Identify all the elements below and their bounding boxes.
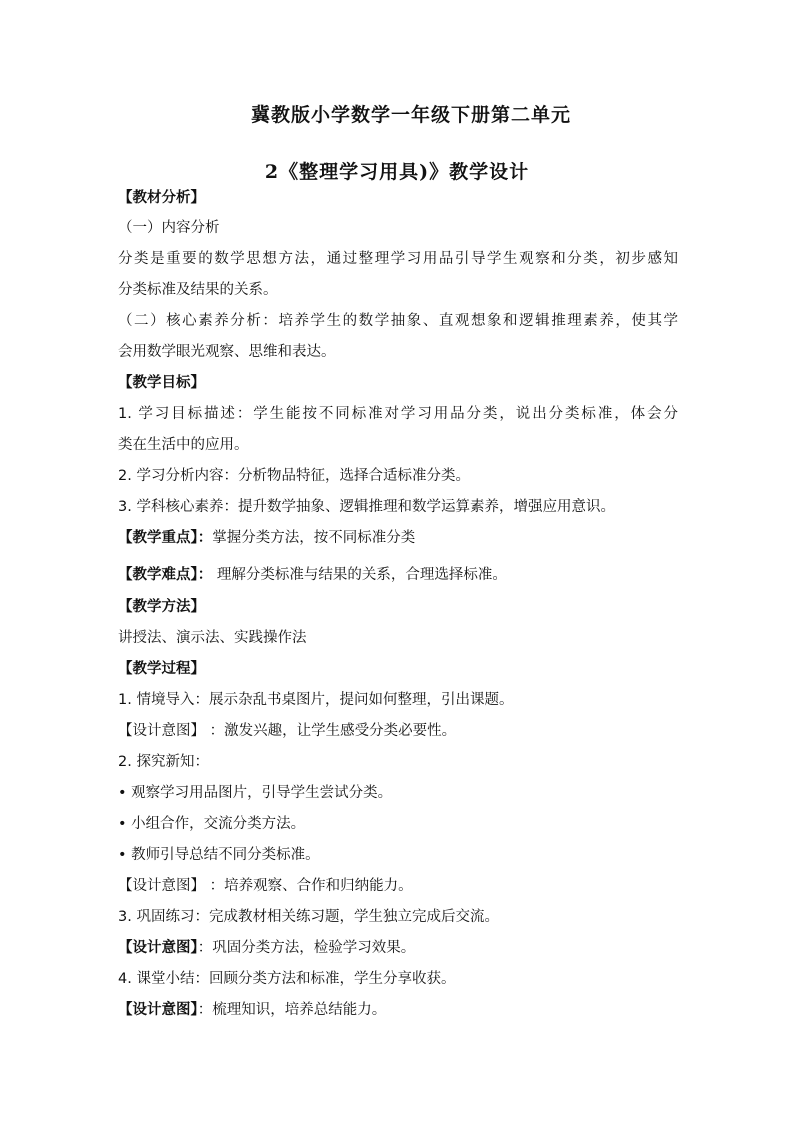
section-heading-analysis: 【教材分析】	[118, 190, 205, 206]
process-bullet-2: • 小组合作，交流分类方法。	[118, 816, 306, 832]
core-literacy-paragraph-line1: （二）核心素养分析：培养学生的数学抽象、直观想象和逻辑推理素养，使其学	[118, 313, 678, 329]
process-bullet-1: • 观察学习用品图片，引导学生尝试分类。	[118, 785, 393, 801]
design-intent-text: ：激发兴趣，让学生感受分类必要性。	[205, 723, 457, 739]
design-intent-3	[118, 938, 678, 958]
design-intent-4	[118, 1000, 678, 1020]
process-bullet-3: • 教师引导总结不同分类标准。	[118, 847, 320, 863]
section-heading-process: 【教学过程】	[118, 661, 205, 677]
process-step-2: 2. 探究新知：	[118, 754, 209, 770]
design-intent-label: 【设计意图】	[118, 940, 198, 956]
design-intent-1	[118, 721, 678, 741]
content-analysis-heading: （一）内容分析	[118, 220, 220, 236]
design-intent-text: ：巩固分类方法，检验学习效果。	[197, 940, 416, 956]
process-step-4: 4. 课堂小结：回顾分类方法和标准，学生分享收获。	[118, 971, 456, 987]
design-intent-text: ：梳理知识，培养总结能力。	[197, 1002, 387, 1018]
difficulty-label: 【教学难点】：	[118, 567, 213, 583]
document-title: 冀教版小学数学一年级下册第二单元	[250, 104, 571, 126]
process-step-1: 1. 情境导入：展示杂乱书桌图片，提问如何整理，引出课题。	[118, 692, 514, 708]
core-literacy-paragraph-line2: 会用数学眼光观察、思维和表达。	[118, 344, 336, 360]
difficulty-text: 理解分类标准与结果的关系，合理选择标准。	[212, 567, 507, 583]
difficulty-line	[118, 565, 678, 585]
section-heading-method: 【教学方法】	[118, 599, 205, 615]
method-text: 讲授法、演示法、实践操作法	[118, 630, 307, 646]
content-analysis-paragraph-line2: 分类标准及结果的关系。	[118, 282, 278, 298]
content-analysis-paragraph-line1: 分类是重要的数学思想方法，通过整理学习用品引导学生观察和分类，初步感知	[118, 251, 678, 267]
key-point-text: 掌握分类方法，按不同标准分类	[212, 530, 416, 546]
process-step-3: 3. 巩固练习：完成教材相关练习题，学生独立完成后交流。	[118, 909, 499, 925]
goal-3: 3. 学科核心素养：提升数学抽象、逻辑推理和数学运算素养，增强应用意识。	[118, 499, 615, 515]
goal-1-line2: 类在生活中的应用。	[118, 437, 249, 453]
design-intent-label: 【设计意图】	[118, 878, 205, 894]
design-intent-2	[118, 876, 678, 896]
key-point-line	[118, 528, 678, 548]
section-heading-goals: 【教学目标】	[118, 375, 205, 391]
goal-2: 2. 学习分析内容：分析物品特征，选择合适标准分类。	[118, 468, 470, 484]
design-intent-text: ：培养观察、合作和归纳能力。	[205, 878, 413, 894]
design-intent-label: 【设计意图】	[118, 723, 205, 739]
key-point-label: 【教学重点】：	[118, 530, 213, 546]
design-intent-label: 【设计意图】	[118, 1002, 198, 1018]
goal-1-line1: 1. 学习目标描述：学生能按不同标准对学习用品分类，说出分类标准，体会分	[118, 406, 678, 422]
document-subtitle: 2《整理学习用具)》教学设计	[264, 161, 530, 183]
